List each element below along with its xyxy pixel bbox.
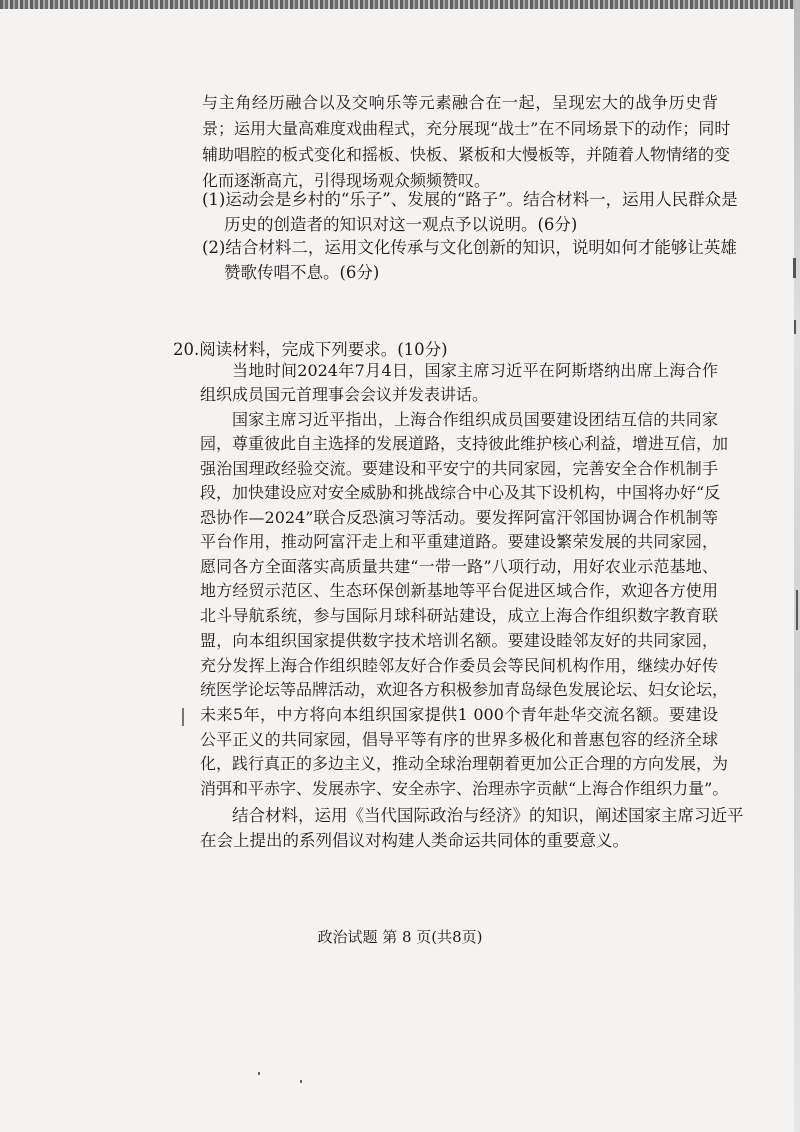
material-20-line: 愿同各方全面落实高质量共建“一带一路”八项行动，用好农业示范基地、: [200, 557, 718, 576]
scan-edge-right: [794, 0, 800, 1132]
material-20-line: 园，尊重彼此自主选择的发展道路，支持彼此维护核心利益，增进互信，加: [200, 434, 729, 453]
material-20-line: 强治国理政经验交流。要建设和平安宁的共同家园，完善安全合作机制手: [200, 459, 718, 478]
material-20-line: 组织成员国元首理事会会议并发表讲话。: [200, 385, 489, 404]
page-footer: 政治试题 第 8 页(共8页): [317, 928, 483, 946]
material-20-line: 北斗导航系统，参与国际月球科研站建设，成立上海合作组织数字教育联: [200, 606, 718, 625]
question-1-line: (1)运动会是乡村的“乐子”、发展的“路子”。结合材料一，运用人民群众是: [202, 190, 738, 209]
material-20-line: 平台作用，推动阿富汗走上和平重建道路。要建设繁荣发展的共同家园，: [200, 532, 718, 551]
question-2-line: 赞歌传唱不息。(6分): [224, 263, 380, 282]
material-20-line: 恐协作—2024”联合反恐演习等活动。要发挥阿富汗邻国协调合作机制等: [200, 508, 718, 527]
scan-speck: [258, 1072, 260, 1075]
scan-speck: [300, 1080, 302, 1083]
scan-mark: [182, 708, 184, 726]
material-20-line: 化，践行真正的多边主义，推动全球治理朝着更加公正合理的方向发展，为: [200, 754, 729, 773]
question-20-task-line: 结合材料，运用《当代国际政治与经济》的知识，阐述国家主席习近平: [232, 806, 744, 825]
material-line: 景；运用大量高难度戏曲程式，充分展现“战士”在不同场景下的动作；同时: [202, 119, 731, 138]
material-20-line: 统医学论坛等品牌活动，欢迎各方积极参加青岛绿色发展论坛、妇女论坛，: [200, 680, 729, 699]
material-line: 辅助唱腔的板式变化和摇板、快板、紧板和大慢板等，并随着人物情绪的变: [202, 145, 731, 164]
question-20-title: 20.阅读材料，完成下列要求。(10分): [173, 340, 448, 359]
material-20-line: 消弭和平赤字、发展赤字、安全赤字、治理赤字贡献“上海合作组织力量”。: [200, 779, 729, 798]
scan-mark: [796, 590, 798, 630]
question-20-task-line: 在会上提出的系列倡议对构建人类命运共同体的重要意义。: [200, 831, 629, 850]
question-1-line: 历史的创造者的知识对这一观点予以说明。(6分): [224, 215, 578, 234]
question-2-line: (2)结合材料二，运用文化传承与文化创新的知识，说明如何才能够让英雄: [202, 238, 737, 257]
material-20-line: 当地时间2024年7月4日，国家主席习近平在阿斯塔纳出席上海合作: [232, 361, 718, 380]
scan-mark: [793, 258, 796, 278]
material-20-line: 未来5年，中方将向本组织国家提供1 000个青年赴华交流名额。要建设: [200, 705, 718, 724]
scan-mark: [794, 320, 796, 334]
scan-edge-top: [0, 0, 800, 9]
material-20-line: 地方经贸示范区、生态环保创新基地等平台促进区域合作，欢迎各方使用: [200, 581, 718, 600]
material-20-line: 充分发挥上海合作组织睦邻友好合作委员会等民间机构作用，继续办好传: [200, 656, 718, 675]
material-20-line: 盟，向本组织国家提供数字技术培训名额。要建设睦邻友好的共同家园，: [200, 631, 718, 650]
material-20-line: 国家主席习近平指出，上海合作组织成员国要建设团结互信的共同家: [232, 410, 718, 429]
material-line: 与主角经历融合以及交响乐等元素融合在一起，呈现宏大的战争历史背: [202, 93, 718, 112]
material-20-line: 段，加快建设应对安全威胁和挑战综合中心及其下设机构，中国将办好“反: [200, 483, 721, 502]
material-20-line: 公平正义的共同家园，倡导平等有序的世界多极化和普惠包容的经济全球: [200, 730, 718, 749]
material-line: 化而逐渐高亢，引得现场观众频频赞叹。: [202, 171, 491, 190]
